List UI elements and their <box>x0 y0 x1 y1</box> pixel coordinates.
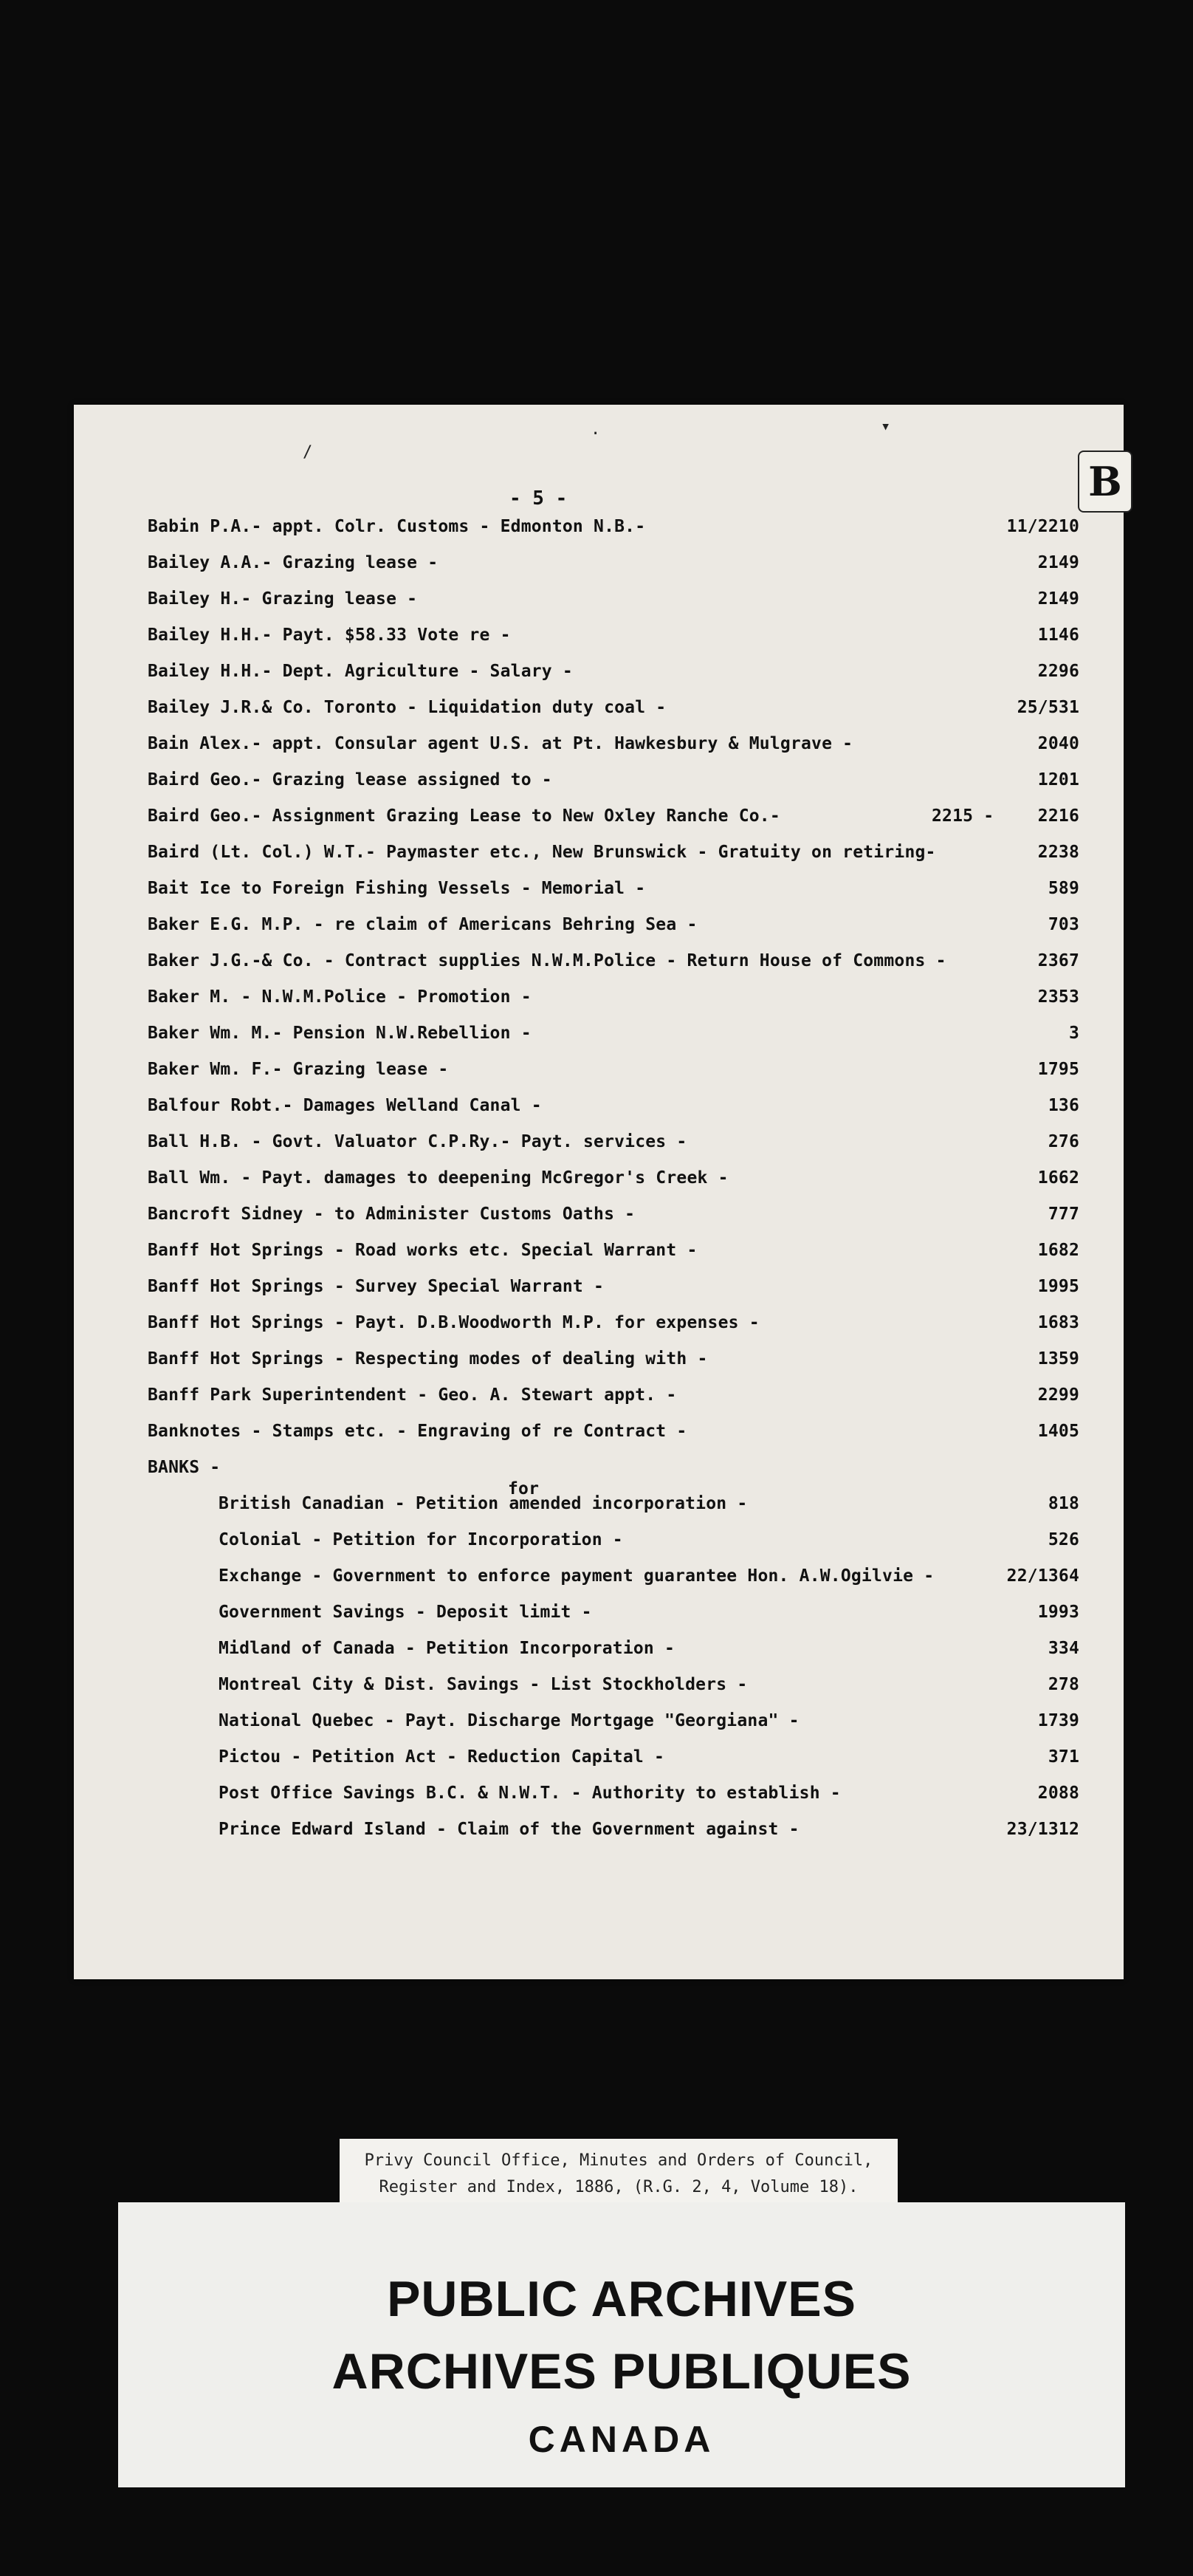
entry-text: Banff Hot Springs - Survey Special Warrant - <box>148 1277 605 1296</box>
index-entry-row <box>148 626 1079 662</box>
entry-text: British Canadian - Petition amended incorporation - <box>219 1494 748 1513</box>
bank-entry-row <box>148 1639 1079 1675</box>
entry-text: Montreal City & Dist. Savings - List Stockholders - <box>219 1675 748 1694</box>
entry-extra-ref: 2215 - <box>932 806 994 826</box>
entry-text: Balfour Robt.- Damages Welland Canal - <box>148 1096 542 1115</box>
index-entry-row <box>148 879 1079 915</box>
entry-text: Banff Park Superintendent - Geo. A. Stewart appt. - <box>148 1385 677 1405</box>
index-entry-row <box>148 1277 1079 1313</box>
reference-line: Privy Council Office, Minutes and Orders of Council, <box>364 2151 873 2170</box>
index-entry-row <box>148 1205 1079 1241</box>
index-entries <box>148 517 1079 1856</box>
entry-text: Baker Wm. M.- Pension N.W.Rebellion - <box>148 1024 532 1043</box>
index-entry-row <box>148 770 1079 806</box>
entry-text: National Quebec - Payt. Discharge Mortgage "Georgiana" - <box>219 1711 800 1730</box>
entry-reference-number: 136 <box>1048 1096 1079 1115</box>
bank-entry-row <box>148 1566 1079 1603</box>
entry-text: Bancroft Sidney - to Administer Customs Oaths - <box>148 1205 636 1224</box>
index-entry-row <box>148 662 1079 698</box>
archive-reference-label <box>340 2139 898 2210</box>
index-entry-row <box>148 951 1079 987</box>
index-entry-row <box>148 806 1079 843</box>
stamp-line: ARCHIVES PUBLIQUES <box>331 2343 912 2399</box>
entry-text: Baird (Lt. Col.) W.T.- Paymaster etc., New Brunswick - Gratuity on retiring- <box>148 843 936 862</box>
bank-entry-row <box>148 1747 1079 1784</box>
entry-text: Babin P.A.- appt. Colr. Customs - Edmonton N.B.- <box>148 517 646 536</box>
entry-reference-number: 1739 <box>1037 1711 1079 1730</box>
entry-reference-number: 2367 <box>1037 951 1079 970</box>
reference-line: Register and Index, 1886, (R.G. 2, 4, Volume 18). <box>379 2178 859 2196</box>
entry-reference-number: 1683 <box>1037 1313 1079 1332</box>
entry-reference-number: 371 <box>1048 1747 1079 1767</box>
entry-reference-number: 526 <box>1048 1530 1079 1549</box>
entry-reference-number: 1795 <box>1037 1060 1079 1079</box>
entry-text: Bailey A.A.- Grazing lease - <box>148 553 439 572</box>
index-entry-row <box>148 1313 1079 1349</box>
stamp-line: CANADA <box>528 2419 715 2460</box>
entry-text: Banff Hot Springs - Road works etc. Special Warrant - <box>148 1241 698 1260</box>
entry-text: Bait Ice to Foreign Fishing Vessels - Memorial - <box>148 879 646 898</box>
index-tab-letter: B <box>1078 451 1132 513</box>
index-entry-row <box>148 589 1079 626</box>
entry-text: Exchange - Government to enforce payment guarantee Hon. A.W.Ogilvie - <box>219 1566 935 1586</box>
index-entry-row <box>148 698 1079 734</box>
entry-text: Banff Hot Springs - Respecting modes of dealing with - <box>148 1349 708 1368</box>
index-entry-row <box>148 1132 1079 1168</box>
index-entry-row <box>148 843 1079 879</box>
index-entry-row <box>148 1385 1079 1422</box>
entry-reference-number: 334 <box>1048 1639 1079 1658</box>
entry-reference-number: 1662 <box>1037 1168 1079 1188</box>
entry-reference-number: 1405 <box>1037 1422 1079 1441</box>
entry-reference-number: 1995 <box>1037 1277 1079 1296</box>
entry-text: Bain Alex.- appt. Consular agent U.S. at Pt. Hawkesbury & Mulgrave - <box>148 734 853 753</box>
archives-stamp <box>118 2202 1125 2487</box>
index-entry-row <box>148 1096 1079 1132</box>
entry-reference-number: 2216 <box>1037 806 1079 826</box>
entry-reference-number: 818 <box>1048 1494 1079 1513</box>
index-entry-row <box>148 987 1079 1024</box>
stamp-line: PUBLIC ARCHIVES <box>387 2271 856 2327</box>
entry-text: Pictou - Petition Act - Reduction Capital - <box>219 1747 665 1767</box>
entry-text: Prince Edward Island - Claim of the Government against - <box>219 1820 800 1839</box>
index-entry-row <box>148 1024 1079 1060</box>
pencil-mark: ▾ <box>881 417 891 436</box>
entry-text: Midland of Canada - Petition Incorporation - <box>219 1639 675 1658</box>
entry-reference-number: 2296 <box>1037 662 1079 681</box>
entry-reference-number: 1201 <box>1037 770 1079 789</box>
entry-reference-number: 22/1364 <box>1006 1566 1079 1586</box>
entry-text: Banknotes - Stamps etc. - Engraving of re Contract - <box>148 1422 687 1441</box>
entry-text: Baker E.G. M.P. - re claim of Americans Behring Sea - <box>148 915 698 934</box>
page-number: - 5 - <box>509 487 568 510</box>
entry-text: Bailey H.H.- Payt. $58.33 Vote re - <box>148 626 511 645</box>
entry-reference-number: 2299 <box>1037 1385 1079 1405</box>
handwritten-note: for <box>508 1479 540 1498</box>
entry-text: Post Office Savings B.C. & N.W.T. - Authority to establish - <box>219 1784 841 1803</box>
index-entry-row <box>148 1349 1079 1385</box>
bank-entry-row <box>148 1479 1079 1530</box>
index-entry-row <box>148 1168 1079 1205</box>
entry-text: Baird Geo.- Assignment Grazing Lease to New Oxley Ranche Co.- <box>148 806 780 826</box>
entry-text: Ball H.B. - Govt. Valuator C.P.Ry.- Payt. services - <box>148 1132 687 1151</box>
entry-reference-number: 3 <box>1068 1024 1079 1043</box>
entry-reference-number: 276 <box>1048 1132 1079 1151</box>
entry-reference-number: 1359 <box>1037 1349 1079 1368</box>
entry-reference-number: 278 <box>1048 1675 1079 1694</box>
entry-reference-number: 2088 <box>1037 1784 1079 1803</box>
entry-text: Baird Geo.- Grazing lease assigned to - <box>148 770 552 789</box>
entry-reference-number: 703 <box>1048 915 1079 934</box>
index-entry-row <box>148 1060 1079 1096</box>
pencil-mark: · <box>591 425 601 443</box>
entry-text: Colonial - Petition for Incorporation - <box>219 1530 623 1549</box>
entry-reference-number: 2238 <box>1037 843 1079 862</box>
index-entry-row <box>148 734 1079 770</box>
bank-entry-row <box>148 1530 1079 1566</box>
entry-text: Bailey H.H.- Dept. Agriculture - Salary - <box>148 662 573 681</box>
entry-reference-number: 589 <box>1048 879 1079 898</box>
index-entry-row <box>148 1422 1079 1458</box>
entry-reference-number: 2149 <box>1037 589 1079 609</box>
index-entry-row <box>148 915 1079 951</box>
entry-reference-number: 2149 <box>1037 553 1079 572</box>
entry-text: Bailey J.R.& Co. Toronto - Liquidation duty coal - <box>148 698 667 717</box>
entry-reference-number: 1993 <box>1037 1603 1079 1622</box>
entry-text: Bailey H.- Grazing lease - <box>148 589 418 609</box>
entry-text: Ball Wm. - Payt. damages to deepening McGregor's Creek - <box>148 1168 729 1188</box>
entry-reference-number: 11/2210 <box>1006 517 1079 536</box>
entry-text: Government Savings - Deposit limit - <box>219 1603 592 1622</box>
entry-reference-number: 777 <box>1048 1205 1079 1224</box>
entry-reference-number: 2040 <box>1037 734 1079 753</box>
bank-entry-row <box>148 1675 1079 1711</box>
entry-reference-number: 1682 <box>1037 1241 1079 1260</box>
entry-text: BANKS - <box>148 1458 221 1477</box>
entry-text: Banff Hot Springs - Payt. D.B.Woodworth M.P. for expenses - <box>148 1313 760 1332</box>
bank-entry-row <box>148 1603 1079 1639</box>
bank-entry-row <box>148 1820 1079 1856</box>
entry-text: Baker J.G.-& Co. - Contract supplies N.W.M.Police - Return House of Commons - <box>148 951 946 970</box>
index-entry-row <box>148 553 1079 589</box>
index-entry-row <box>148 1458 1079 1494</box>
entry-reference-number: 1146 <box>1037 626 1079 645</box>
bank-entry-row <box>148 1711 1079 1747</box>
entry-text: Baker Wm. F.- Grazing lease - <box>148 1060 449 1079</box>
bank-entry-row <box>148 1784 1079 1820</box>
entry-reference-number: 23/1312 <box>1006 1820 1079 1839</box>
index-entry-row <box>148 517 1079 553</box>
entry-reference-number: 25/531 <box>1017 698 1079 717</box>
index-entry-row <box>148 1241 1079 1277</box>
entry-text: Baker M. - N.W.M.Police - Promotion - <box>148 987 532 1007</box>
entry-reference-number: 2353 <box>1037 987 1079 1007</box>
pencil-mark: / <box>303 443 313 462</box>
